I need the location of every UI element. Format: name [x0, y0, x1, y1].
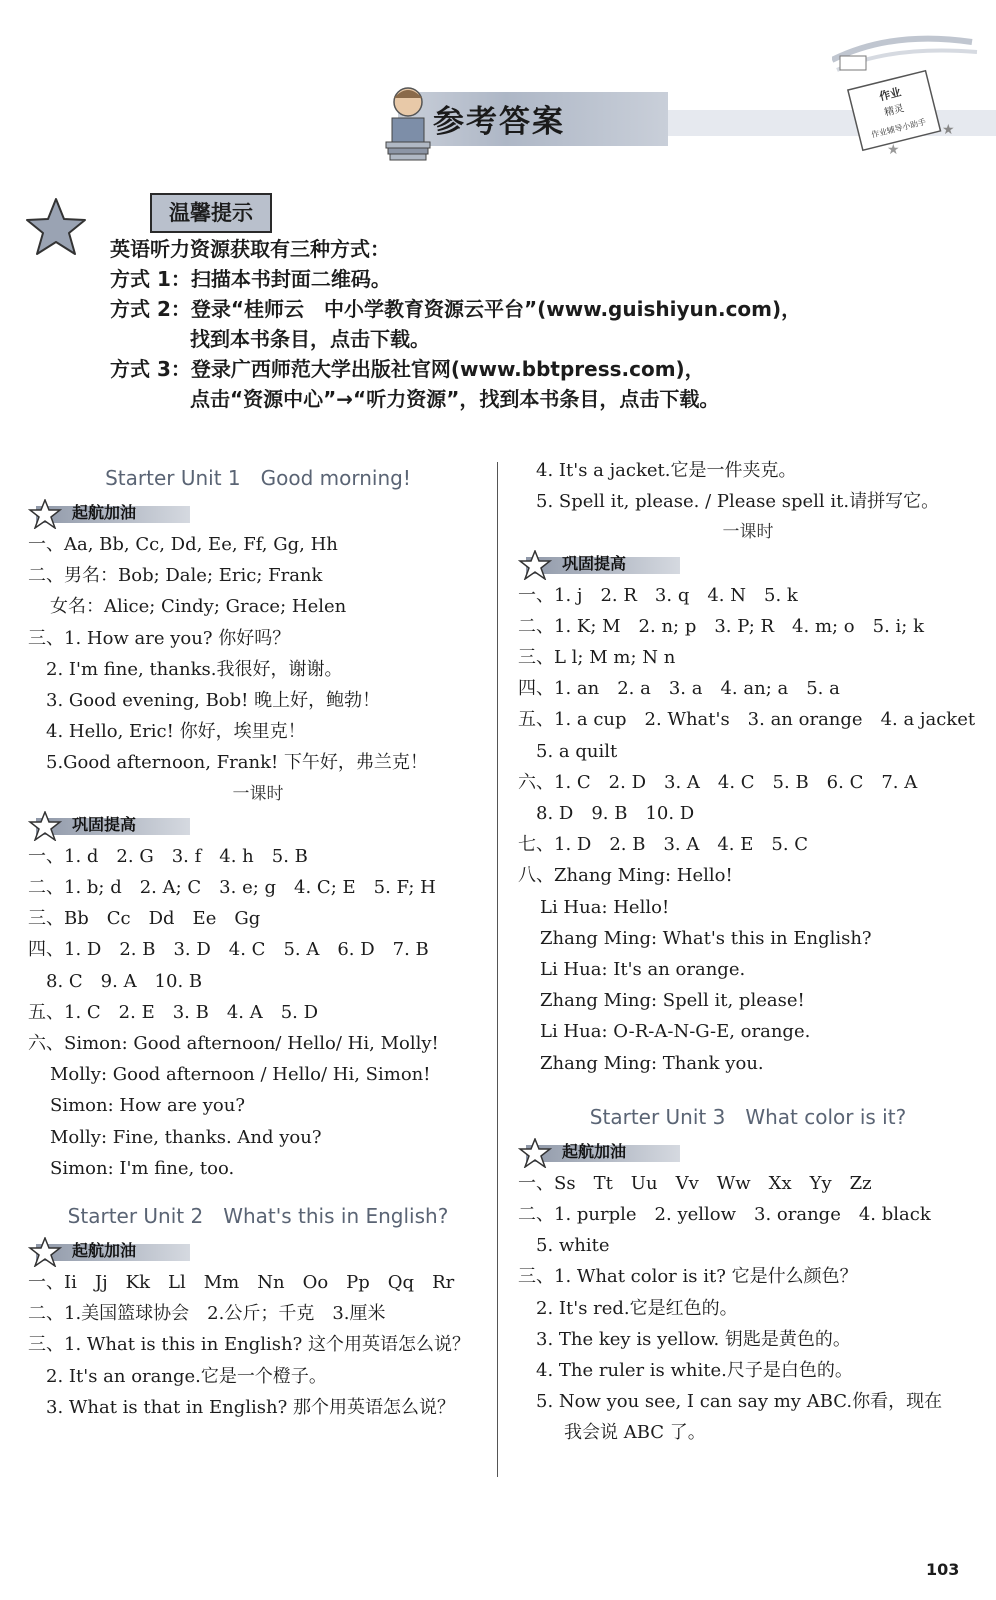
answer-line: 8. C 9. A 10. B — [46, 970, 203, 992]
answer-line: 二、1. K; M 2. n; p 3. P; R 4. m; o 5. i; k — [518, 615, 924, 637]
answer-line: 二、1. purple 2. yellow 3. orange 4. black — [518, 1204, 931, 1226]
unit-title: Starter Unit 2 What's this in English? — [67, 1204, 449, 1229]
answer-line: Molly: Fine, thanks. And you? — [50, 1126, 322, 1148]
answer-line: 5.Good afternoon, Frank! 下午好，弗兰克！ — [46, 752, 428, 774]
answer-line: 5. Spell it, please. / Please spell it.请拼写它。 — [536, 491, 940, 513]
answer-line: Li Hua: Hello! — [540, 896, 670, 918]
tip-line: 方式 1：扫描本书封面二维码。 — [110, 267, 391, 291]
answer-line: 三、1. How are you? 你好吗？ — [28, 627, 291, 649]
answer-line: Zhang Ming: Spell it, please! — [540, 990, 805, 1012]
tip-lines — [110, 234, 801, 414]
answer-line: Molly: Good afternoon / Hello/ Hi, Simon! — [50, 1064, 431, 1086]
answer-line: 4. The ruler is white.尺子是白色的。 — [536, 1360, 853, 1382]
page-header — [378, 80, 668, 166]
banner-star-icon — [28, 499, 62, 529]
answer-line: 4. It's a jacket.它是一件夹克。 — [536, 460, 797, 481]
answer-line: 二、1.美国篮球协会 2.公斤；千克 3.厘米 — [28, 1303, 386, 1325]
answer-line: 3. Good evening, Bob! 晚上好，鲍勃！ — [46, 690, 381, 712]
answer-line: 3. What is that in English? 那个用英语怎么说？ — [46, 1396, 455, 1418]
answer-line: 2. I'm fine, thanks.我很好，谢谢。 — [46, 658, 343, 680]
right-column — [518, 455, 978, 1449]
banner-star-icon — [518, 550, 552, 580]
answer-line: 三、L l; M m; N n — [518, 647, 676, 669]
section-banner — [28, 810, 488, 841]
tip-label: 温馨提示 — [150, 193, 272, 233]
answer-line: 一、Ii Jj Kk Ll Mm Nn Oo Pp Qq Rr — [28, 1272, 455, 1294]
answer-line: 我会说 ABC 了。 — [564, 1422, 706, 1444]
answer-line: 2. It's an orange.它是一个橙子。 — [46, 1365, 327, 1387]
answer-line: 五、1. a cup 2. What's 3. an orange 4. a jacket — [518, 709, 976, 731]
answer-line: 3. The key is yellow. 钥匙是黄色的。 — [536, 1328, 851, 1350]
star-icon — [24, 196, 88, 258]
banner-label: 巩固提高 — [72, 814, 137, 834]
answer-line: 5. Now you see, I can say my ABC.你看，现在 — [536, 1391, 943, 1413]
answer-line: 三、Bb Cc Dd Ee Gg — [28, 908, 261, 930]
homework-helper-badge-icon — [832, 30, 982, 160]
svg-text:★: ★ — [942, 122, 955, 138]
answer-line: Zhang Ming: What's this in English? — [540, 927, 872, 949]
banner-label: 起航加油 — [72, 1241, 137, 1261]
tip-line: 点击“资源中心”→“听力资源”，找到本书条目，点击下载。 — [110, 387, 720, 411]
answer-line: 2. It's red.它是红色的。 — [536, 1297, 738, 1319]
answer-line: 四、1. an 2. a 3. a 4. an; a 5. a — [518, 678, 840, 700]
badge-text-top: 作业 — [877, 85, 903, 104]
answer-line: 六、1. C 2. D 3. A 4. C 5. B 6. C 7. A — [518, 771, 918, 793]
answer-line: Simon: I'm fine, too. — [50, 1157, 235, 1179]
banner-label: 巩固提高 — [562, 553, 627, 573]
banner-star-icon — [518, 1138, 552, 1168]
column-divider — [497, 462, 498, 1477]
answer-line: 三、1. What color is it? 它是什么颜色？ — [518, 1266, 858, 1288]
answer-line: 5. a quilt — [536, 740, 618, 762]
answer-line: 二、男名：Bob; Dale; Eric; Frank — [28, 565, 323, 587]
answer-line: 女名：Alice; Cindy; Grace; Helen — [50, 596, 347, 618]
answer-line: 一、Aa, Bb, Cc, Dd, Ee, Ff, Gg, Hh — [28, 534, 338, 555]
unit-title: Starter Unit 1 Good morning! — [105, 466, 411, 490]
unit-title: Starter Unit 3 What color is it? — [589, 1104, 907, 1129]
answer-line: 4. Hello, Eric! 你好，埃里克！ — [46, 721, 306, 743]
answer-line: 8. D 9. B 10. D — [536, 803, 695, 825]
answer-line: Li Hua: It's an orange. — [540, 959, 746, 981]
answer-line: Zhang Ming: Thank you. — [540, 1052, 764, 1074]
answer-line: 一、Ss Tt Uu Vv Ww Xx Yy Zz — [518, 1172, 872, 1194]
banner-star-icon — [28, 811, 62, 841]
answer-line: 5. white — [536, 1235, 610, 1257]
tip-line: 找到本书条目，点击下载。 — [110, 327, 430, 351]
answer-line: 六、Simon: Good afternoon/ Hello/ Hi, Molly! — [28, 1033, 439, 1055]
tip-line: 方式 2：登录“桂师云 中小学教育资源云平台”(www.guishiyun.com)， — [110, 297, 802, 321]
lesson-label: 一课时 — [232, 783, 284, 804]
page-number: 103 — [926, 1560, 960, 1579]
left-column — [28, 458, 488, 1423]
answer-line: 一、1. d 2. G 3. f 4. h 5. B — [28, 845, 308, 867]
section-banner — [28, 498, 488, 529]
svg-text:★: ★ — [887, 142, 900, 158]
badge-text-mid: 精灵 — [883, 103, 906, 119]
tip-line: 方式 3：登录广西师范大学出版社官网(www.bbtpress.com)， — [110, 357, 705, 381]
answer-line: 七、1. D 2. B 3. A 4. E 5. C — [518, 834, 809, 856]
section-banner — [518, 549, 978, 580]
page-title: 参考答案 — [433, 104, 565, 140]
answer-line: 一、1. j 2. R 3. q 4. N 5. k — [518, 584, 798, 606]
badge-text-bottom: 作业辅导小助手 — [870, 117, 927, 140]
answer-line: 三、1. What is this in English? 这个用英语怎么说？ — [28, 1334, 470, 1356]
answer-line: 五、1. C 2. E 3. B 4. A 5. D — [28, 1001, 319, 1023]
banner-star-icon — [28, 1237, 62, 1267]
answer-line: Li Hua: O-R-A-N-G-E, orange. — [540, 1021, 811, 1043]
answer-line: 八、Zhang Ming: Hello! — [518, 865, 733, 887]
lesson-label: 一课时 — [722, 522, 774, 543]
section-banner — [518, 1137, 978, 1168]
reading-child-icon — [378, 80, 438, 166]
section-banner — [28, 1236, 488, 1267]
answer-line: 四、1. D 2. B 3. D 4. C 5. A 6. D 7. B — [28, 939, 429, 961]
tip-line: 英语听力资源获取有三种方式： — [110, 237, 390, 261]
banner-label: 起航加油 — [562, 1141, 627, 1161]
answer-line: Simon: How are you? — [50, 1095, 245, 1117]
answer-line: 二、1. b; d 2. A; C 3. e; g 4. C; E 5. F; H — [28, 877, 436, 899]
banner-label: 起航加油 — [72, 503, 137, 522]
